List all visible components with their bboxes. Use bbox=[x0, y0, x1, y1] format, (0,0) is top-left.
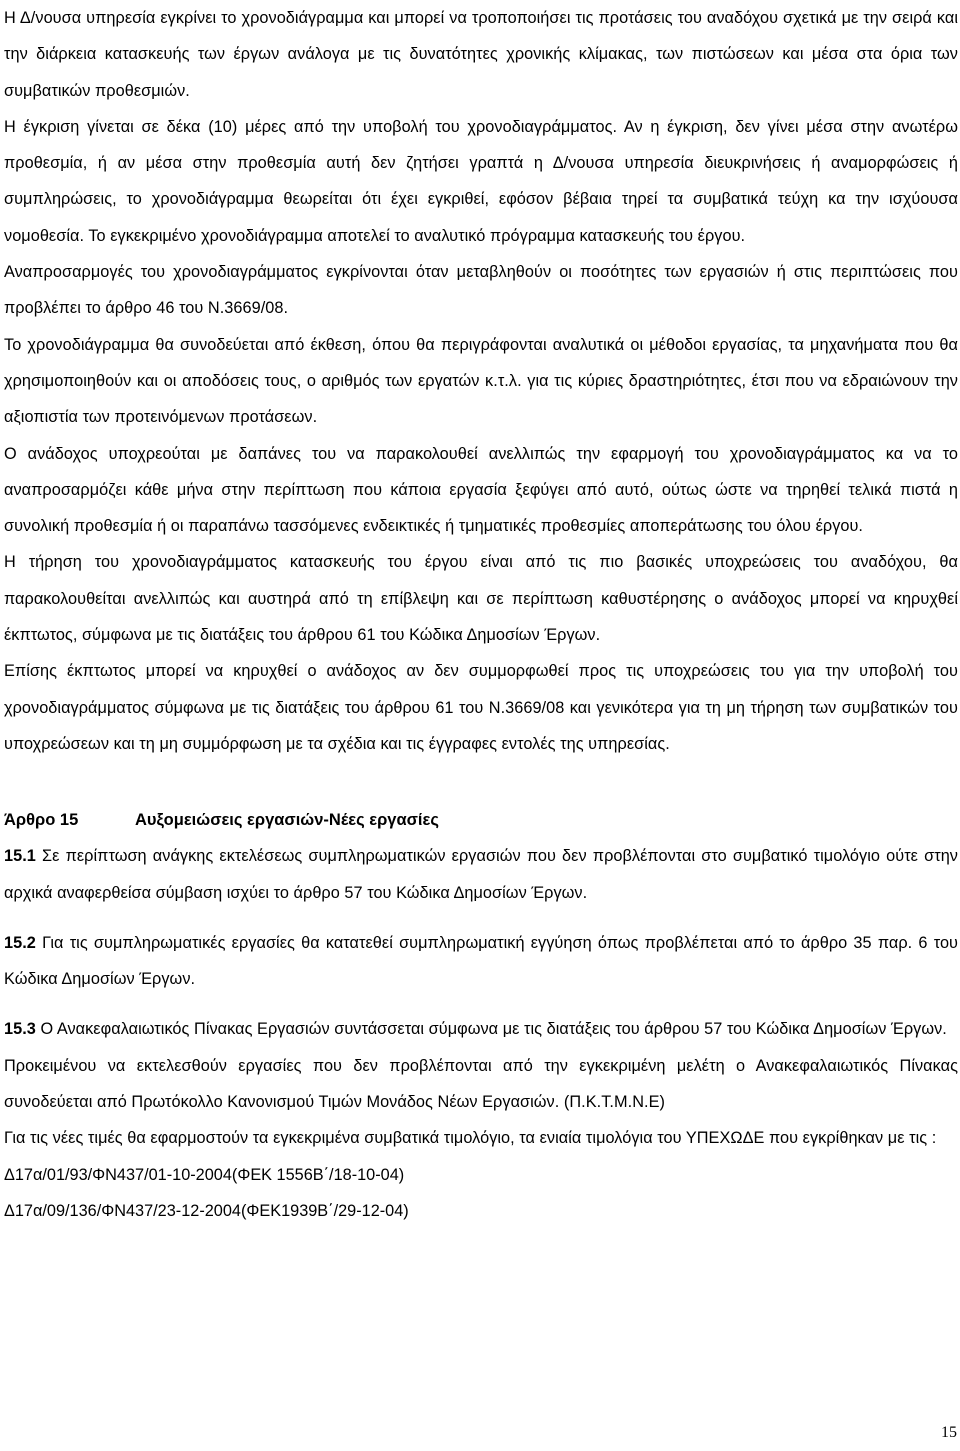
paragraph: Αναπροσαρμογές του χρονοδιαγράμματος εγκρίνονται όταν μεταβληθούν οι ποσότητες των εργασιών ή στις περιπτώσεις που προβλέπει το άρθρο 46 του Ν.3669/08. bbox=[4, 263, 958, 318]
clause-text: Για τις συμπληρωματικές εργασίες θα κατατεθεί συμπληρωματική εγγύηση όπως προβλέπεται από το άρθρο 35 παρ. 6 του Κώδικα Δημοσίων Έργων. bbox=[4, 933, 958, 989]
spacer bbox=[0, 911, 960, 925]
spacer bbox=[0, 762, 960, 802]
article-heading bbox=[0, 802, 960, 838]
paragraph: Η έγκριση γίνεται σε δέκα (10) μέρες από την υποβολή του χρονοδιαγράμματος. Αν η έγκριση, δεν γίνει μέσα στην ανωτέρω προθεσμία, ή αν μέσα στην προθεσμία αυτή δεν ζητήσει γραπτά η Δ/νουσα υπηρεσία διευκρινήσεις ή αναμορφώσεις ή συμπληρώσεις, το χρονοδιάγραμμα θεωρείται ότι έχει εγκριθεί, εφόσον βέβαια τηρεί τα συμβατικά τεύχη κα την ισχύουσα νομοθεσία. Το εγκεκριμένο χρονοδιάγραμμα αποτελεί το αναλυτικό πρόγραμμα κατασκευής του έργου. bbox=[4, 117, 958, 245]
clause-number: 15.2 bbox=[4, 933, 36, 952]
paragraph: Προκειμένου να εκτελεσθούν εργασίες που δεν προβλέπονται από την εγκεκριμένη μελέτη ο Ανακεφαλαιωτικός Πίνακας συνοδεύεται από Πρωτόκολλο Κανονισμού Τιμών Μονάδος Νέων Εργασιών. (Π.Κ.Τ.Μ.Ν.Ε) bbox=[4, 1056, 958, 1112]
clause-text: Ο Ανακεφαλαιωτικός Πίνακας Εργασιών συντάσσεται σύμφωνα με τις διατάξεις του άρθρου 57 του Κώδικα Δημοσίων Έργων. bbox=[35, 1020, 947, 1039]
paragraph: Η τήρηση του χρονοδιαγράμματος κατασκευής του έργου είναι από τις πιο βασικές υποχρεώσεις του αναδόχου, θα παρακολουθείται ανελλιπώς και αυστηρά από τη επίβλεψη και σε περίπτωση καθυστέρησης ο ανάδοχος μπορεί να κηρυχθεί έκπτωτος, σύμφωνα με τις διατάξεις του άρθρου 61 του Κώδικα Δημοσίων Έργων. bbox=[4, 553, 958, 645]
reference-line: Δ17α/01/93/ΦΝ437/01-10-2004(ΦΕΚ 1556Β΄/18-10-04) bbox=[4, 1165, 405, 1184]
paragraph: Η Δ/νουσα υπηρεσία εγκρίνει το χρονοδιάγραμμα και μπορεί να τροποποιήσει τις προτάσεις του αναδόχου σχετικά με την σειρά και την διάρκεια κατασκευής των έργων ανάλογα με τις δυνατότητες χρονικής κλίμακας, των πιστώσεων και μέσα στα όρια των συμβατικών προθεσμιών. bbox=[4, 9, 958, 100]
paragraph: Για τις νέες τιμές θα εφαρμοστούν τα εγκεκριμένα συμβατικά τιμολόγιο, τα ενιαία τιμολόγια του ΥΠΕΧΩΔΕ που εγκρίθηκαν με τις : bbox=[4, 1129, 937, 1148]
spacer bbox=[0, 997, 960, 1011]
clause-15-3 bbox=[0, 1011, 960, 1047]
clause-number: 15.1 bbox=[4, 847, 36, 866]
clause-text: Σε περίπτωση ανάγκης εκτελέσεως συμπληρωματικών εργασιών που δεν προβλέπονται στο συμβατικό τιμολόγιο ούτε στην αρχικά αναφερθείσα σύμβαση ισχύει το άρθρο 57 του Κώδικα Δημοσίων Έργων. bbox=[4, 847, 958, 902]
paragraph: Ο ανάδοχος υποχρεούται με δαπάνες του να παρακολουθεί ανελλιπώς την εφαρμογή του χρονοδιαγράμματος κα να το αναπροσαρμόζει κάθε μήνα στην περίπτωση που κάποια εργασία ξεφύγει από αυτό, ούτως ώστε να τηρηθεί τελικά πιστά η συνολική προθεσμία ή οι παραπάνω τασσόμενες ενδεικτικές ή τμηματικές προθεσμίες αποπεράτωσης του όλου έργου. bbox=[4, 444, 958, 536]
clause-15-1 bbox=[0, 838, 960, 911]
clause-15-2 bbox=[0, 925, 960, 998]
article-title: Αυξομειώσεις εργασιών-Νέες εργασίες bbox=[135, 811, 439, 830]
article-number: Άρθρο 15 bbox=[4, 811, 79, 830]
paragraph: Το χρονοδιάγραμμα θα συνοδεύεται από έκθεση, όπου θα περιγράφονται αναλυτικά οι μέθοδοι εργασίας, τα μηχανήματα που θα χρησιμοποιηθούν και οι αποδόσεις τους, ο αριθμός των εργατών κ.τ.λ. για τις κύριες δραστηριότητες, έτσι που να εδραιώνουν την αξιοπιστία των προτεινόμενων προτάσεων. bbox=[4, 335, 958, 427]
reference-line: Δ17α/09/136/ΦΝ437/23-12-2004(ΦΕΚ1939Β΄/29-12-04) bbox=[4, 1201, 409, 1220]
paragraph: Επίσης έκπτωτος μπορεί να κηρυχθεί ο ανάδοχος αν δεν συμμορφωθεί προς τις υποχρεώσεις του για την υποβολή του χρονοδιαγράμματος σύμφωνα με τις διατάξεις του άρθρου 61 του Ν.3669/08 και γενικότερα για τη μη τήρηση των συμβατικών του υποχρεώσεων και τη μη συμμόρφωση με τα σχέδια και τις έγγραφες εντολές της υπηρεσίας. bbox=[4, 662, 958, 753]
page-number: 15 bbox=[941, 1424, 957, 1441]
clause-number: 15.3 bbox=[4, 1020, 36, 1039]
